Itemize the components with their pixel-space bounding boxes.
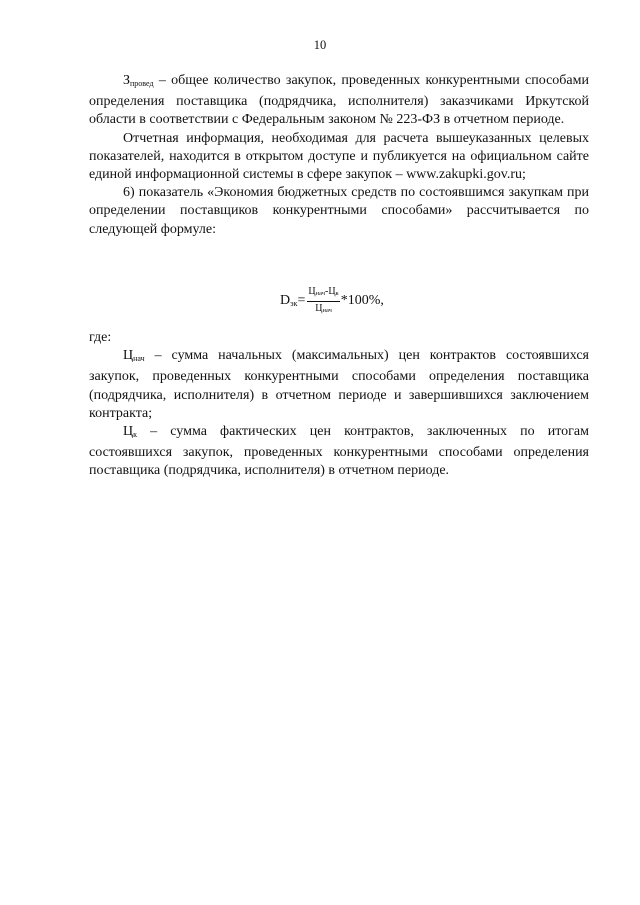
symbol-c-nach-subscript: нач (133, 354, 145, 364)
definition-initial-price-text: – сумма начальных (максимальных) цен контрактов состоявшихся закупок, проведенных конкурентными способами определения поставщика (подрядчика, исполнителя) в отчетном периоде и завершившихся заключением контракта; (89, 348, 589, 421)
symbol-c-k-subscript: к (133, 430, 138, 440)
formula-equals: = (297, 293, 306, 308)
formula-numerator: Цнач-Цк (307, 286, 339, 302)
definition-initial-price (89, 347, 589, 423)
paragraph-indicator-6: 6) показатель «Экономия бюджетных средств по состоявшимся закупкам при определении поставщиков конкурентными способами» рассчитывается по следующей формуле: (89, 185, 589, 237)
page-number: 10 (313, 38, 327, 52)
formula-savings (280, 281, 384, 321)
formula-lhs: $D_{эк}$ (280, 293, 298, 308)
symbol-z: З (123, 73, 131, 88)
symbol-c-k: Ц (123, 424, 134, 440)
paragraph-total-purchases-text: – общее количество закупок, проведенных конкурентными способами определения поставщика (подрядчика, исполнителя) заказчиками Иркутской области в соответствии с Федеральным законом № 223-ФЗ в отчетном периоде. (89, 73, 589, 128)
body-text-bottom (89, 329, 589, 481)
paragraph-total-purchases (89, 72, 589, 130)
body-text-top (89, 72, 589, 239)
formula-fraction (307, 286, 339, 317)
definition-actual-price (89, 423, 589, 481)
paragraph-reporting-info: Отчетная информация, необходимая для расчета вышеуказанных целевых показателей, находится в открытом доступе и публикуется на официальном сайте единой информационной системы в сфере закупок – www.zakupki.gov.ru; (89, 130, 589, 183)
where-label: где: (89, 330, 112, 345)
symbol-c-nach: Ц (123, 348, 134, 364)
formula-denominator: Цнач (315, 302, 332, 314)
symbol-z-subscript: провед (130, 79, 154, 88)
definition-actual-price-text: – сумма фактических цен контрактов, заключенных по итогам состоявшихся закупок, проведенных конкурентными способами определения поставщика (подрядчика, исполнителя) в отчетном периоде. (89, 424, 589, 479)
formula-tail: *100%, (340, 293, 384, 308)
